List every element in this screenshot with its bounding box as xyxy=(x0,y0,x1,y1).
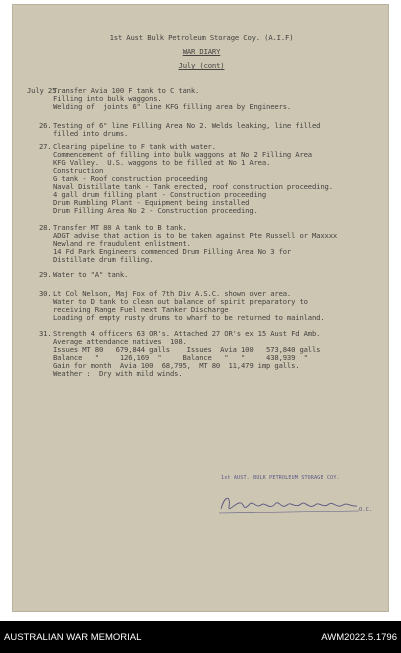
footer-reference: AWM2022.5.1796 xyxy=(321,632,397,643)
doc-title: WAR DIARY xyxy=(182,47,221,56)
entry-date: July 25. xyxy=(27,86,61,95)
footer-institution: AUSTRALIAN WAR MEMORIAL xyxy=(4,632,142,643)
signature-title: O.C. xyxy=(359,507,373,513)
entry-line: Newland re fraudulent enlistment. xyxy=(53,239,191,248)
entry-line: G tank - Roof construction proceeding xyxy=(53,174,208,183)
entry-line: Issues MT 80 679,844 galls Issues Avia 100 573,840 galls xyxy=(53,345,321,354)
entry-line: Clearing pipeline to F tank with water. xyxy=(53,142,216,151)
entry-line: Average attendance natives 108. xyxy=(53,337,187,346)
entry-line: ADGT advise that action is to be taken against Pte Russell or Maxxxx xyxy=(53,231,338,240)
entry-line: 14 Fd Park Engineers commenced Drum Filling Area No 3 for xyxy=(53,247,292,256)
entry-date: 31. xyxy=(39,329,52,338)
entry-date: 29. xyxy=(39,270,52,279)
entry-line: Loading of empty rusty drums to wharf to be returned to mainland. xyxy=(53,313,325,322)
entry-line: Lt Col Nelson, Maj Fox of 7th Div A.S.C. shown over area. xyxy=(53,289,292,298)
entry-line: Filling into bulk waggons. xyxy=(53,94,162,103)
entry-line: Testing of 6" line Filling Area No 2. Welds leaking, line filled xyxy=(53,121,321,130)
entry-line: Strength 4 officers 63 OR's. Attached 27 OR's ex 15 Aust Fd Amb. xyxy=(53,329,321,338)
diary-page xyxy=(12,4,389,612)
entry-line: 4 gall drum filling plant - Construction proceeding xyxy=(53,190,267,199)
entry-line: Weather : Dry with mild winds. xyxy=(53,369,183,378)
entry-line: Commencement of filling into bulk waggons at No 2 Filling Area xyxy=(53,150,312,159)
footer-bar xyxy=(0,621,401,653)
entry-line: Naval Distillate tank - Tank erected, roof construction proceeding. xyxy=(53,182,333,191)
entry-line: Gain for month Avia 100 68,795, MT 80 11,479 imp galls. xyxy=(53,361,300,370)
entry-line: Water to D tank to clean out balance of spirit preparatory to xyxy=(53,297,308,306)
entry-line: KFG Valley. U.S. waggons to be filled at No 1 Area. xyxy=(53,158,271,167)
entry-line: Construction xyxy=(53,166,104,175)
entry-date: 27. xyxy=(39,142,52,151)
entry-line: Transfer Avia 100 F tank to C tank. xyxy=(53,86,200,95)
signature xyxy=(217,491,377,517)
entry-line: Distillate drum filling. xyxy=(53,255,154,264)
entry-line: Balance " 126,169 " Balance " " 438,939 " xyxy=(53,353,308,362)
entry-date: 30. xyxy=(39,289,52,298)
entry-date: 28. xyxy=(39,223,52,232)
entry-line: filled into drums. xyxy=(53,129,129,138)
entry-line: Drum Filling Area No 2 - Construction proceeding. xyxy=(53,206,258,215)
entry-line: Welding of joints 6" line KFG filling area by Engineers. xyxy=(53,102,292,111)
entry-date: 26. xyxy=(39,121,52,130)
entry-line: Water to "A" tank. xyxy=(53,270,129,279)
entry-line: receiving Range Fuel next Tanker Discharge xyxy=(53,305,229,314)
entry-line: Drum Rumbling Plant - Equipment being installed xyxy=(53,198,250,207)
month-heading: July (cont) xyxy=(178,61,225,70)
entry-line: Transfer MT 80 A tank to B tank. xyxy=(53,223,187,232)
unit-stamp: 1st AUST. BULK PETROLEUM STORAGE COY. xyxy=(221,475,340,481)
unit-heading: 1st Aust Bulk Petroleum Storage Coy. (A.I.F) xyxy=(109,33,294,42)
